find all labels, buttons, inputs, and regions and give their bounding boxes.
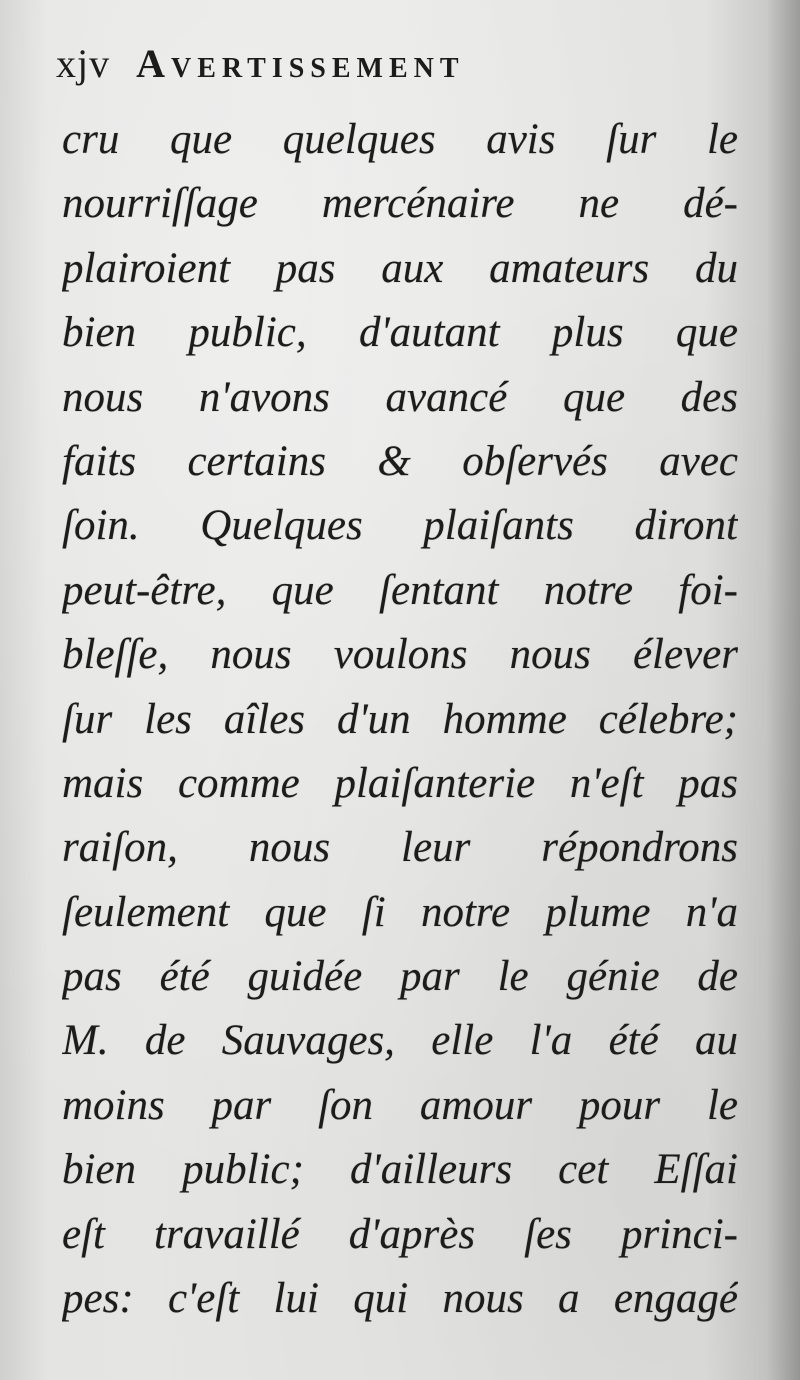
text-line: ſoin. Quelques plaiſants diront <box>62 502 738 550</box>
text-line: plairoient pas aux amateurs du <box>62 244 738 292</box>
text-line: M. de Sauvages, elle l'a été au <box>62 1017 738 1065</box>
text-line: nourriſſage mercénaire ne dé- <box>62 180 738 228</box>
text-line: cru que quelques avis ſur le <box>62 116 738 163</box>
text-line: mais comme plaiſanterie n'eſt pas <box>62 759 738 807</box>
text-line: ſur les aîles d'un homme célebre; <box>62 695 738 743</box>
text-line: eſt travaillé d'après ſes princi- <box>62 1210 738 1258</box>
running-title: Avertissement <box>136 41 465 86</box>
text-line: pas été guidée par le génie de <box>62 953 738 1001</box>
text-line: raiſon, nous leur répondrons <box>62 824 738 872</box>
text-line: nous n'avons avancé que des <box>62 373 738 421</box>
page-edge-shadow <box>766 0 800 1380</box>
text-line: ſeulement que ſi notre plume n'a <box>62 888 738 936</box>
text-line: peut-être, que ſentant notre foi- <box>62 566 738 614</box>
text-line: bien public; d'ailleurs cet Eſſai <box>62 1146 738 1194</box>
text-line: moins par ſon amour pour le <box>62 1081 738 1129</box>
running-head <box>56 40 736 100</box>
text-line: faits certains & obſervés avec <box>62 437 738 485</box>
page-number: xjv <box>56 41 111 86</box>
body-text <box>62 108 738 1331</box>
text-line: bleſſe, nous voulons nous élever <box>62 631 738 679</box>
text-line: bien public, d'autant plus que <box>62 309 738 357</box>
text-line: pes: c'eſt lui qui nous a engagé <box>62 1275 738 1323</box>
